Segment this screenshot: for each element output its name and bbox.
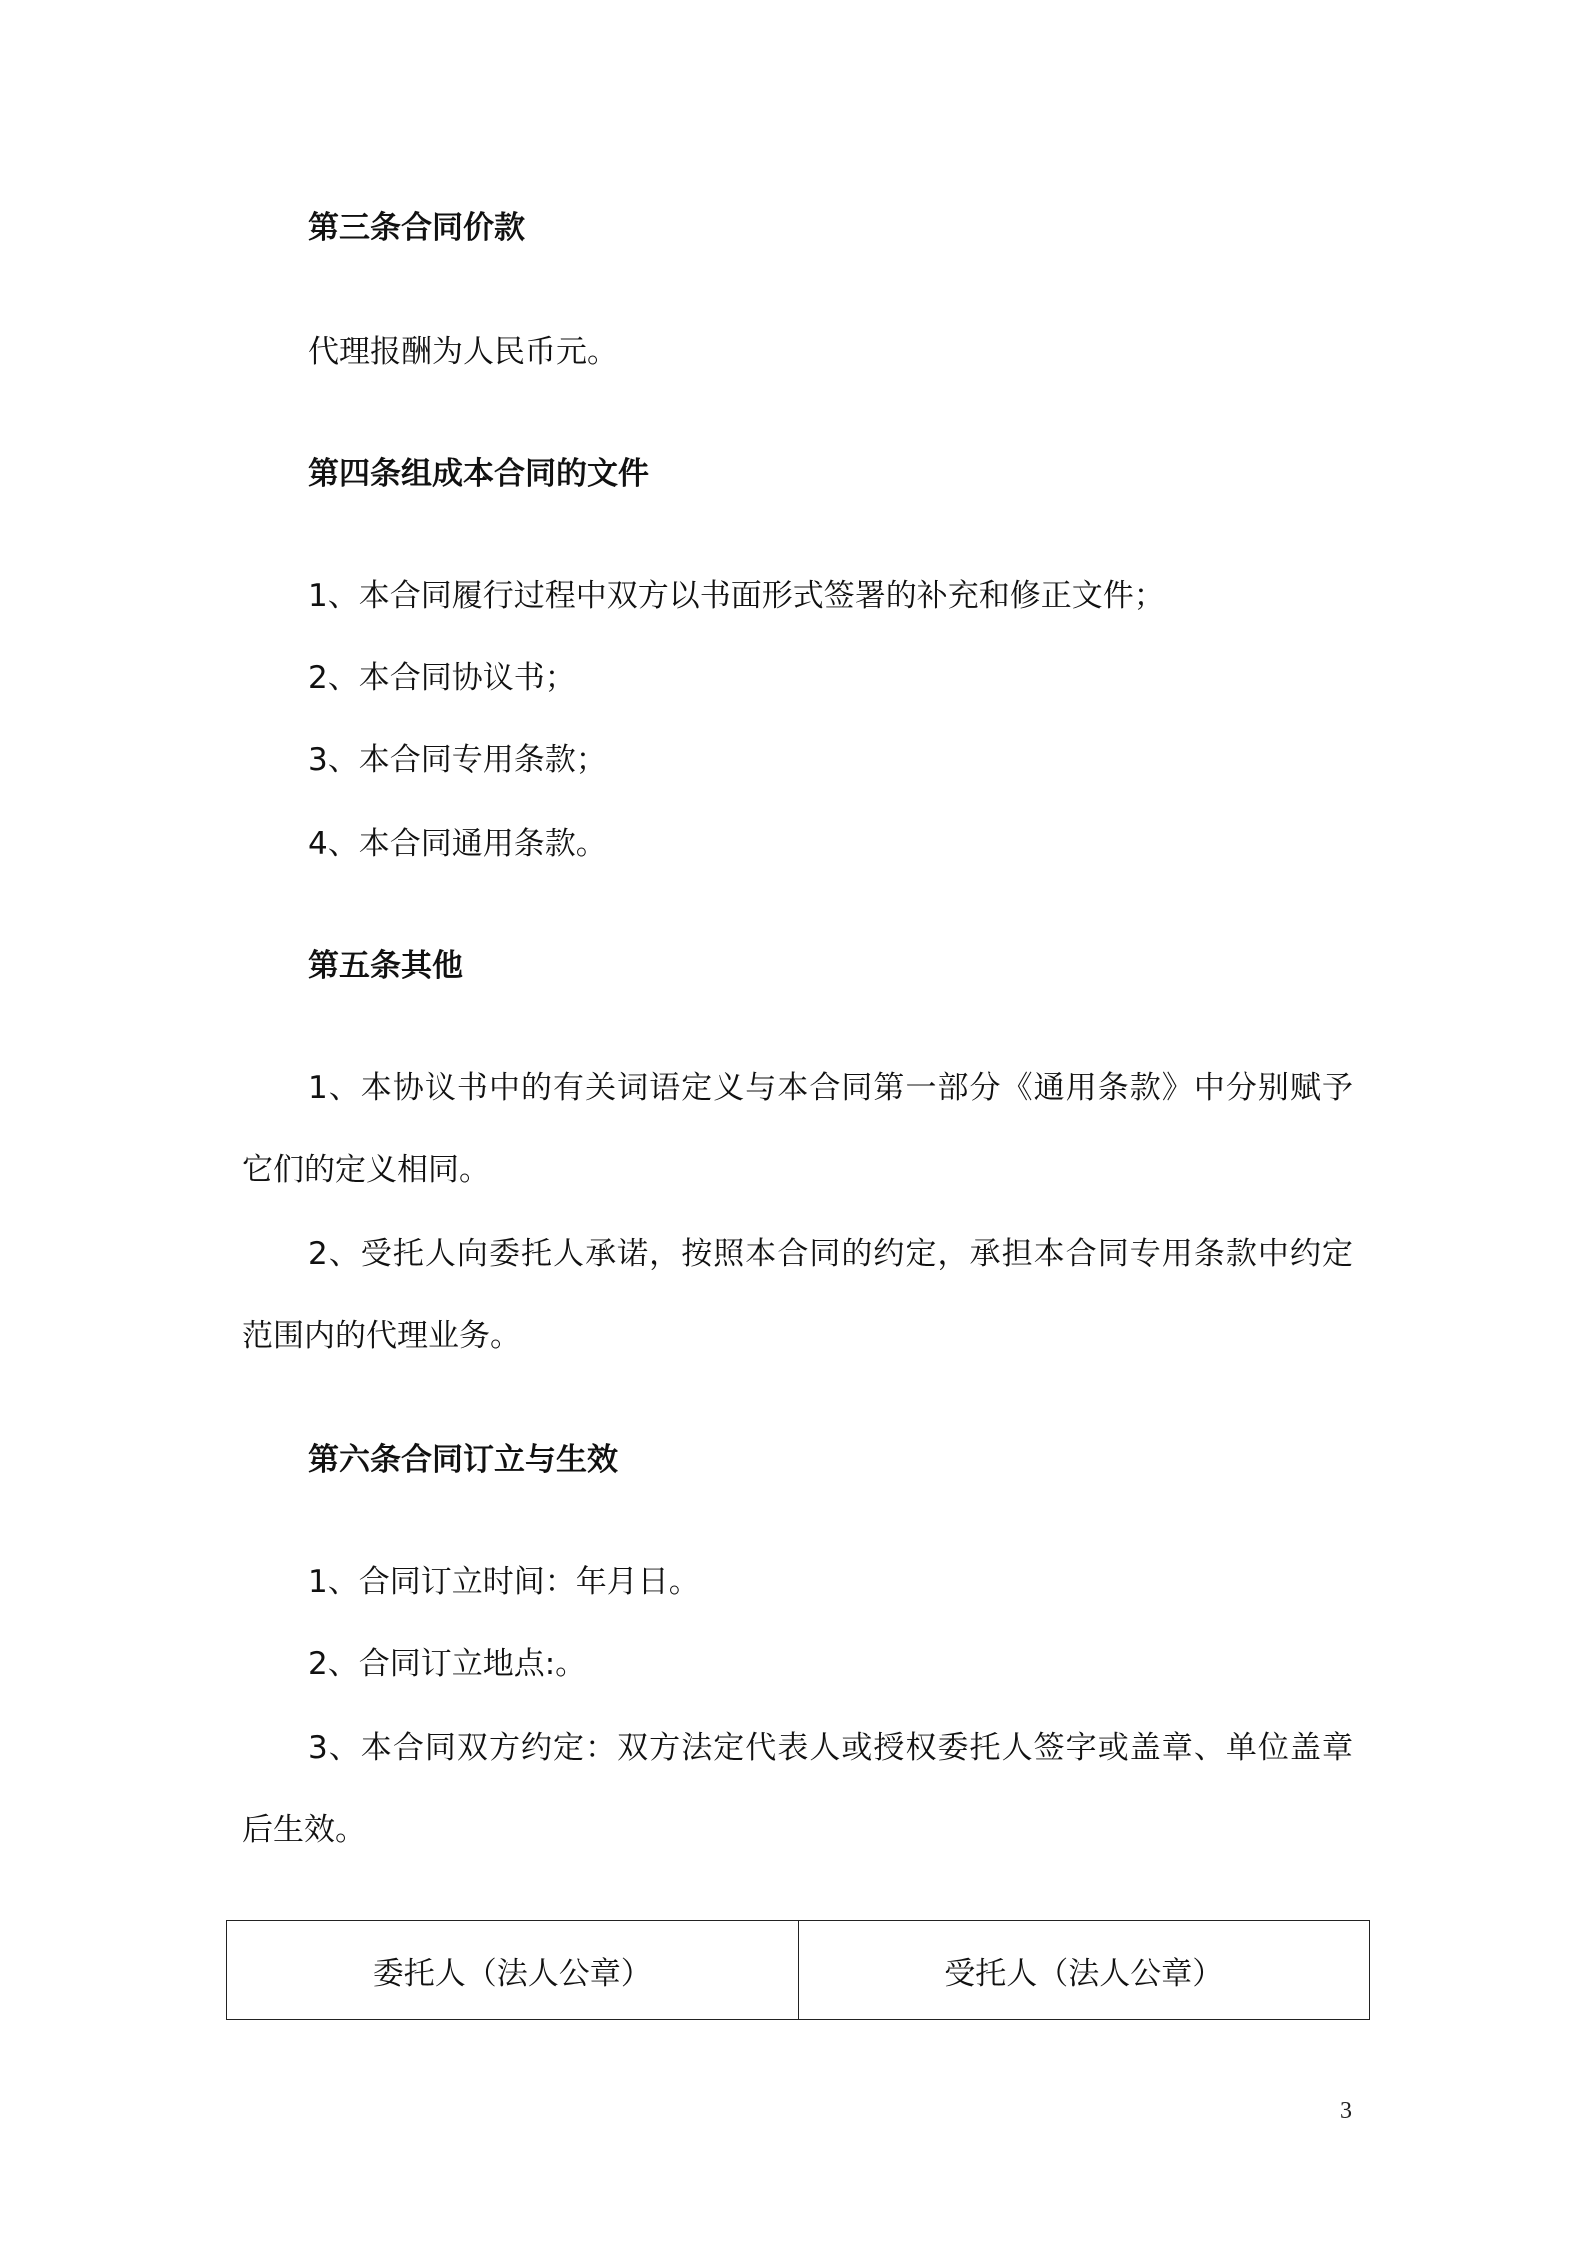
- article-4-item-4: 4、本合同通用条款。: [308, 826, 607, 862]
- article-5-item-1-line-2: 它们的定义相同。: [242, 1152, 490, 1188]
- article-5-heading: 第五条其他: [308, 948, 463, 984]
- article-6-heading: 第六条合同订立与生效: [308, 1442, 618, 1478]
- article-4-heading: 第四条组成本合同的文件: [308, 456, 649, 492]
- article-4-item-1: 1、本合同履行过程中双方以书面形式签署的补充和修正文件；: [308, 578, 1165, 614]
- article-6-item-3-line-2: 后生效。: [242, 1812, 366, 1848]
- article-4-item-3: 3、本合同专用条款；: [308, 742, 607, 778]
- agent-seal-cell: 受托人（法人公章）: [798, 1921, 1370, 2020]
- signature-row: [227, 1921, 1370, 2020]
- article-6-item-2: 2、合同订立地点:。: [308, 1646, 587, 1682]
- article-3-text: 代理报酬为人民币元。: [308, 334, 618, 370]
- article-5-item-2-line-1: 2、受托人向委托人承诺，按照本合同的约定，承担本合同专用条款中约定: [308, 1236, 1353, 1272]
- article-5-item-1-line-1: 1、本协议书中的有关词语定义与本合同第一部分《通用条款》中分别赋予: [308, 1070, 1353, 1106]
- article-3-heading: 第三条合同价款: [308, 210, 525, 246]
- article-6-item-1: 1、合同订立时间：年月日。: [308, 1564, 700, 1600]
- article-4-item-2: 2、本合同协议书；: [308, 660, 576, 696]
- client-seal-cell: 委托人（法人公章）: [227, 1921, 799, 2020]
- signature-table: [226, 1920, 1370, 2020]
- page-number: 3: [1340, 2098, 1352, 2124]
- article-5-item-2-line-2: 范围内的代理业务。: [242, 1318, 521, 1354]
- article-6-item-3-line-1: 3、本合同双方约定：双方法定代表人或授权委托人签字或盖章、单位盖章: [308, 1730, 1353, 1766]
